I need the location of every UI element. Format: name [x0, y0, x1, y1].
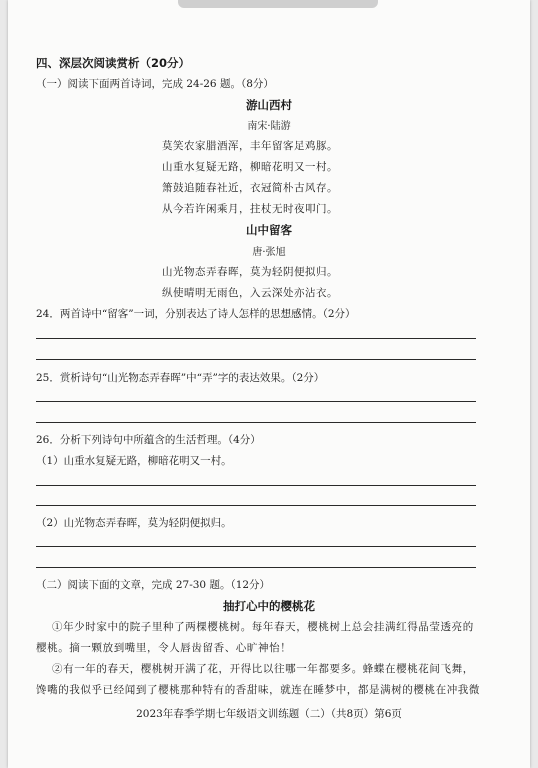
poem2-title: 山中留客 — [246, 223, 292, 237]
question-24: 24．两首诗中“留客”一词，分别表达了诗人怎样的思想感情。（2分） — [36, 308, 356, 320]
poem2-line: 山光物态弄春晖，莫为轻阴便拟归。 — [162, 266, 338, 278]
article-paragraph: 馋嘴的我似乎已经闻到了樱桃那种特有的香甜味，就连在睡梦中，都是满树的樱桃在冲我微 — [36, 684, 480, 696]
question-25: 25．赏析诗句“山光物态弄春晖”中“弄”字的表达效果。（2分） — [36, 372, 325, 384]
part1-intro: （一）阅读下面两首诗词，完成 24-26 题。（8分） — [36, 78, 274, 90]
answer-line[interactable] — [36, 359, 476, 360]
poem1-line: 箫鼓追随春社近，衣冠简朴古风存。 — [162, 182, 338, 194]
article-title: 抽打心中的樱桃花 — [223, 599, 315, 613]
answer-line[interactable] — [36, 422, 476, 423]
question-26-1: （1）山重水复疑无路，柳暗花明又一村。 — [36, 455, 232, 467]
question-26-2: （2）山光物态弄春晖，莫为轻阴便拟归。 — [36, 517, 232, 529]
poem1-line: 从今若许闲乘月，拄杖无时夜叩门。 — [162, 203, 338, 215]
poem1-line: 山重水复疑无路，柳暗花明又一村。 — [162, 161, 338, 173]
answer-line[interactable] — [36, 338, 476, 339]
poem2-line: 纵使晴明无雨色，入云深处亦沾衣。 — [162, 287, 338, 299]
article-paragraph: ①年少时家中的院子里种了两棵樱桃树。每年春天，樱桃树上总会挂满红得晶莹透亮的 — [52, 621, 474, 633]
scan-shadow — [178, 0, 378, 8]
article-paragraph: ②有一年的春天，樱桃树开满了花，开得比以往哪一年都要多。蜂蝶在樱桃花间飞舞， — [52, 663, 474, 675]
answer-line[interactable] — [36, 401, 476, 402]
poem1-title: 游山西村 — [246, 98, 292, 112]
article-paragraph: 樱桃。摘一颗放到嘴里，令人唇齿留香、心旷神怡！ — [36, 642, 292, 654]
section-title: 四、深层次阅读赏析（20分） — [36, 56, 191, 70]
part2-intro: （二）阅读下面的文章，完成 27-30 题。（12分） — [36, 579, 271, 591]
poem2-author: 唐·张旭 — [252, 247, 286, 258]
answer-line[interactable] — [36, 567, 476, 568]
answer-line[interactable] — [36, 546, 476, 547]
poem1-line: 莫笑农家腊酒浑，丰年留客足鸡豚。 — [162, 140, 338, 152]
answer-line[interactable] — [36, 485, 476, 486]
page-footer: 2023年春季学期七年级语文训练题（二）（共8页）第6页 — [136, 708, 402, 720]
question-26: 26．分析下列诗句中所蕴含的生活哲理。（4分） — [36, 434, 261, 446]
poem1-author: 南宋·陆游 — [247, 121, 291, 132]
answer-line[interactable] — [36, 505, 476, 506]
exam-page — [8, 0, 530, 768]
